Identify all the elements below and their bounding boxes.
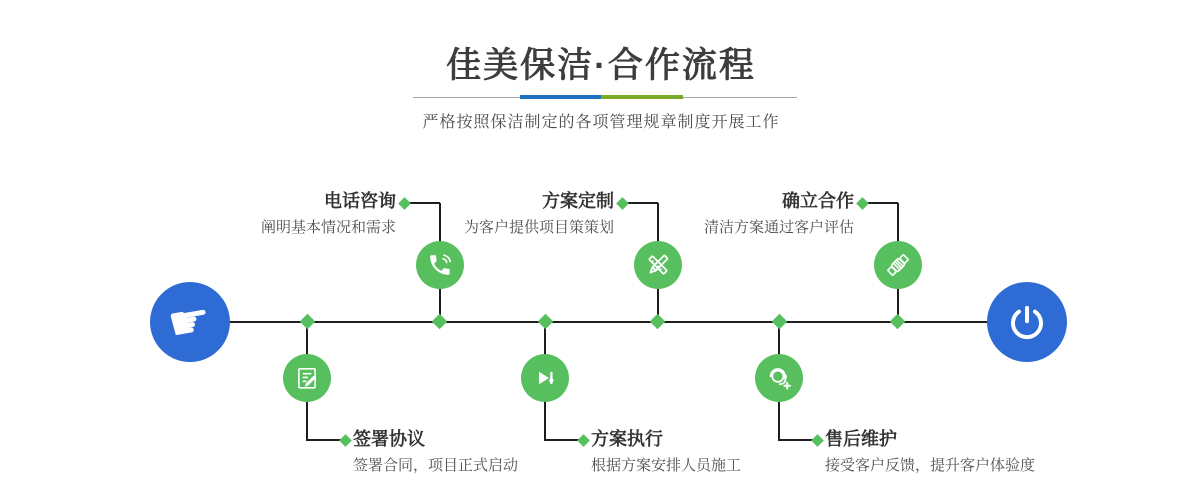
timeline-line — [229, 321, 988, 323]
label-diamond — [616, 197, 629, 210]
step-desc: 阐明基本情况和需求 — [260, 219, 396, 236]
step-desc: 清洁方案通过客户评估 — [703, 219, 854, 236]
step-node-phone — [416, 241, 464, 289]
page-subtitle: 严格按照保洁制定的各项管理规章制度开展工作 — [422, 114, 780, 131]
handshake-icon — [884, 251, 912, 279]
step-node-execute — [521, 354, 569, 402]
play-execute-icon — [532, 365, 558, 391]
divider-green-segment — [601, 95, 683, 99]
start-circle — [150, 282, 230, 362]
headset-support-icon — [765, 364, 793, 392]
timeline-diamond — [300, 314, 316, 330]
label-diamond — [339, 434, 352, 447]
pointing-hand-icon: ☛ — [163, 290, 217, 354]
phone-icon — [427, 252, 453, 278]
step-label — [464, 190, 614, 237]
step-title: 签署协议 — [353, 429, 425, 449]
contract-sign-icon — [294, 365, 320, 391]
step-node-cooperation — [874, 241, 922, 289]
page-title: 佳美保洁·合作流程 — [446, 46, 756, 85]
label-diamond — [811, 434, 824, 447]
step-label — [591, 428, 741, 475]
timeline-diamond — [650, 314, 666, 330]
step-node-design — [634, 241, 682, 289]
pencil-ruler-icon — [645, 252, 671, 278]
step-desc: 签署合同，项目正式启动 — [353, 457, 519, 474]
step-node-support — [755, 354, 803, 402]
label-diamond — [398, 197, 411, 210]
timeline-diamond — [772, 314, 788, 330]
step-desc: 为客户提供项目策策划 — [463, 219, 614, 236]
step-label — [261, 190, 396, 237]
timeline-diamond — [890, 314, 906, 330]
step-title: 方案定制 — [542, 191, 614, 211]
step-desc: 接受客户反馈，提升客户体验度 — [825, 457, 1036, 474]
step-label — [825, 428, 1035, 475]
step-title: 电话咨询 — [324, 191, 396, 211]
step-title: 售后维护 — [825, 429, 897, 449]
title-divider — [413, 95, 797, 100]
divider-blue-segment — [520, 95, 601, 99]
power-icon — [1007, 302, 1047, 342]
step-node-contract — [283, 354, 331, 402]
step-title: 确立合作 — [782, 191, 854, 211]
label-diamond — [577, 434, 590, 447]
step-desc: 根据方案安排人员施工 — [591, 457, 742, 474]
timeline-diamond — [432, 314, 448, 330]
label-diamond — [856, 197, 869, 210]
timeline-diamond — [538, 314, 554, 330]
step-label — [353, 428, 518, 475]
step-label — [704, 190, 854, 237]
step-title: 方案执行 — [591, 429, 663, 449]
end-circle — [987, 282, 1067, 362]
